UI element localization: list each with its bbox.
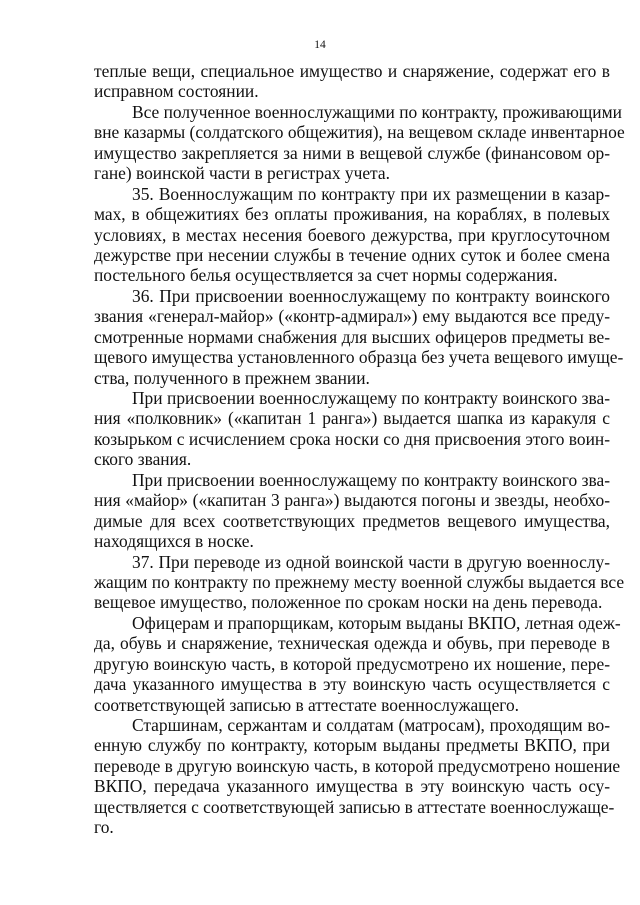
text-line: го. [94, 817, 114, 838]
text-line: постельного белья осуществляется за счет нормы содержания. [94, 265, 558, 286]
page-number: 14 [314, 39, 326, 51]
text-line: дежурстве при несении службы в течение одних суток и более смена [94, 244, 610, 265]
text-line: гане) воинской части в регистрах учета. [94, 163, 390, 184]
text-line: ния «полковник» («капитан 1 ранга») выдается шапка из каракуля с [94, 408, 610, 429]
text-line: вне казармы (солдатского общежития), на вещевом складе инвентарное [94, 122, 625, 143]
text-line: 35. Военнослужащим по контракту при их размещении в казар- [132, 183, 610, 204]
text-line: соответствующей записью в аттестате военнослужащего. [94, 694, 520, 715]
text-line: звания «генерал-майор» («контр-адмирал») ему выдаются все преду- [94, 306, 610, 327]
text-line: ществляется с соответствующей записью в аттестате военнослужаще- [94, 796, 615, 817]
text-line: При присвоении военнослужащему по контракту воинского зва- [132, 388, 610, 408]
document-body [94, 61, 625, 838]
text-line: Старшинам, сержантам и солдатам (матросам), проходящим во- [132, 715, 610, 735]
text-line: имущество закрепляется за ними в вещевой службе (финансовом ор- [94, 142, 610, 163]
text-line: Все полученное военнослужащими по контракту, проживающими [132, 101, 622, 122]
text-line: другую воинскую часть, в которой предусмотрено их ношение, пере- [94, 653, 610, 674]
text-line: козырьком с исчислением срока носки со дня присвоения этого воин- [94, 428, 610, 449]
text-line: находящихся в носке. [94, 531, 254, 552]
text-line: да, обувь и снаряжение, техническая одежда и обувь, при переводе в [94, 633, 610, 654]
text-line: щевого имущества установленного образца без учета вещевого имуще- [94, 347, 624, 368]
text-line: При присвоении военнослужащему по контракту воинского зва- [132, 469, 610, 490]
text-line: ства, полученного в прежнем звании. [94, 367, 370, 388]
text-line: енную службу по контракту, которым выданы предметы ВКПО, при [94, 735, 610, 756]
text-line: ВКПО, передача указанного имущества в эту воинскую часть осу- [94, 776, 610, 797]
text-line: исправном состоянии. [94, 81, 259, 102]
text-line: мах, в общежитиях без оплаты проживания, на кораблях, в полевых [94, 204, 610, 225]
text-line: димые для всех соответствующих предметов вещевого имущества, [94, 510, 610, 531]
text-line: смотренные нормами снабжения для высших офицеров предметы ве- [94, 326, 610, 347]
text-line: ского звания. [94, 449, 192, 470]
text-line: вещевое имущество, положенное по срокам носки на день перевода. [94, 592, 603, 613]
text-line: Офицерам и прапорщикам, которым выданы ВКПО, летная одеж- [132, 612, 621, 633]
text-line: ния «майор» («капитан 3 ранга») выдаются погоны и звезды, необхо- [94, 490, 610, 511]
text-line: дача указанного имущества в эту воинскую часть осуществляется с [94, 674, 610, 695]
text-line: теплые вещи, специальное имущество и снаряжение, содержат его в [94, 61, 610, 81]
text-line: условиях, в местах несения боевого дежурства, при круглосуточном [94, 224, 610, 245]
text-line: 36. При присвоении военнослужащему по контракту воинского [132, 285, 610, 306]
text-line: жащим по контракту по прежнему месту военной службы выдается все [94, 571, 625, 592]
text-line: переводе в другую воинскую часть, в которой предусмотрено ношение [94, 755, 621, 776]
text-line: 37. При переводе из одной воинской части в другую военнослу- [132, 551, 610, 572]
